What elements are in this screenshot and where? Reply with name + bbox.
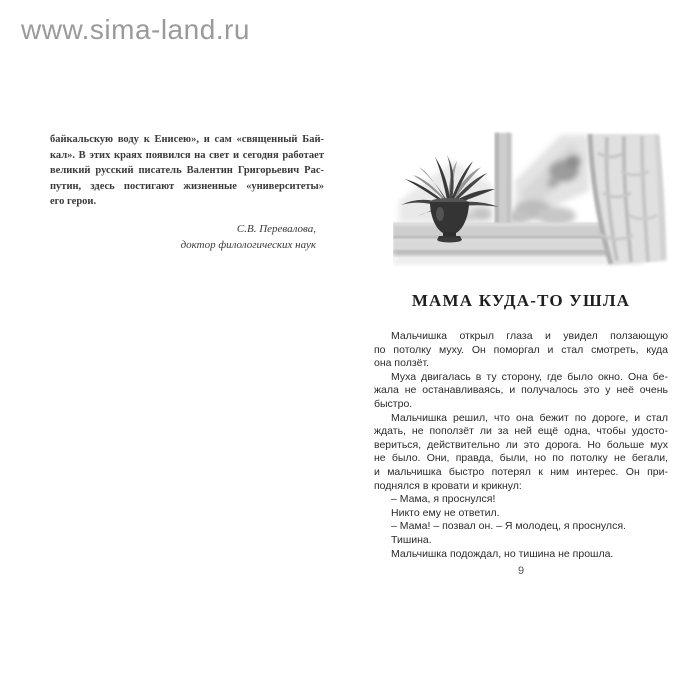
story-line: – Мама, я проснулся! — [391, 493, 496, 506]
story-line: поднялся в кровати и крикнул: — [374, 479, 522, 492]
story-text — [374, 330, 668, 561]
left-page-signature — [50, 222, 316, 253]
story-line: Никто ему не ответил. — [391, 506, 500, 519]
story-line: ждать, не поползёт ли за ней ещё одна, чтобы удосто- — [374, 425, 668, 438]
story-line: Тишина. — [391, 533, 432, 546]
story-line: – Мама! – позвал он. – Я молодец, я проснулся. — [391, 520, 626, 533]
signature-line: С.В. Перевалова, — [236, 223, 316, 235]
story-line: не было. Они, правда, были, но по потолку не бегали, — [374, 452, 668, 465]
signature-line: доктор филологических наук — [180, 238, 316, 251]
story-line: она ползёт. — [374, 357, 430, 370]
story-line: Мальчишка подождал, но тишина не прошла. — [391, 547, 614, 560]
text-line: кал». В этих краях появился на свет и сегодня работает — [50, 149, 324, 161]
text-line: байкальскую воду к Енисею», и сам «священный Бай- — [50, 134, 324, 145]
story-line: по потолку муху. Он поморгал и стал смотреть, куда — [374, 343, 668, 356]
window-view — [399, 135, 589, 225]
page-number: 9 — [517, 565, 525, 577]
story-line: Мальчишка открыл глаза и увидел ползающую — [391, 330, 668, 342]
story-line: Муха двигалась в ту сторону, где было окно. Она бе- — [391, 370, 668, 383]
story-line: быстро. — [374, 397, 413, 410]
window-plant-illustration — [393, 131, 671, 271]
watermark: www.sima-land.ru — [21, 14, 250, 45]
text-line: великий русский писатель Валентин Григорьевич Рас- — [50, 165, 324, 177]
text-line: его герои. — [50, 196, 97, 208]
left-page-text — [50, 132, 324, 210]
story-line: Мальчишка решил, что она бежит по дороге, и стал — [391, 411, 668, 424]
story-line: жала не останавливаясь, и получалось это у неё очень — [374, 384, 668, 397]
story-line: и мальчишка быстро потерял к ним интерес. Он при- — [374, 465, 668, 478]
story-line: вериться, действительно ли это дорога. Но больше мух — [374, 438, 668, 451]
text-line: путин, здесь постигают жизненные «университеты» — [50, 180, 324, 192]
story-title: МАМА КУДА-ТО УШЛА — [411, 291, 631, 310]
